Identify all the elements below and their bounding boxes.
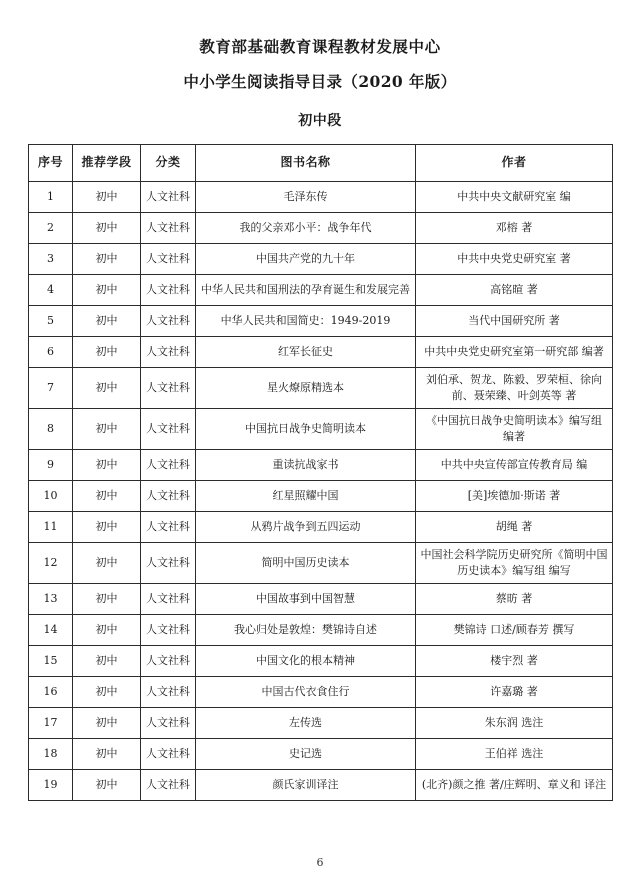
cell-author: 王伯祥 选注 [416,738,613,769]
cell-category: 人文社科 [141,738,196,769]
cell-author: [美]埃德加·斯诺 著 [416,480,613,511]
table-row [29,274,613,305]
page-number: 6 [316,856,324,869]
cell-book-title: 中华人民共和国简史：1949-2019 [196,305,416,336]
cell-stage: 初中 [73,614,141,645]
cell-author: 许嘉璐 著 [416,676,613,707]
cell-seq: 2 [29,212,73,243]
cell-seq: 8 [29,408,73,449]
cell-seq: 9 [29,449,73,480]
cell-category: 人文社科 [141,449,196,480]
cell-author: 邓榕 著 [416,212,613,243]
cell-book-title: 我心归处是敦煌：樊锦诗自述 [196,614,416,645]
table-row [29,305,613,336]
cell-book-title: 中国共产党的九十年 [196,243,416,274]
organization-title: 教育部基础教育课程教材发展中心 [199,37,441,56]
cell-author: 蔡昉 著 [416,583,613,614]
cell-seq: 13 [29,583,73,614]
cell-stage: 初中 [73,367,141,408]
cell-stage: 初中 [73,181,141,212]
cell-seq: 18 [29,738,73,769]
cell-category: 人文社科 [141,408,196,449]
catalog-title: 中小学生阅读指导目录（2020 年版） [183,71,457,91]
cell-category: 人文社科 [141,305,196,336]
table-header-row [29,144,613,181]
cell-category: 人文社科 [141,274,196,305]
cell-category: 人文社科 [141,336,196,367]
column-header-stage: 推荐学段 [73,144,141,181]
cell-book-title: 简明中国历史读本 [196,542,416,583]
cell-book-title: 颜氏家训译注 [196,769,416,800]
cell-stage: 初中 [73,274,141,305]
column-header-book-title: 图书名称 [196,144,416,181]
table-row [29,336,613,367]
cell-author: 高铭暄 著 [416,274,613,305]
table-row [29,408,613,449]
cell-stage: 初中 [73,336,141,367]
cell-category: 人文社科 [141,480,196,511]
cell-category: 人文社科 [141,511,196,542]
table-row [29,707,613,738]
cell-stage: 初中 [73,738,141,769]
cell-stage: 初中 [73,511,141,542]
cell-category: 人文社科 [141,676,196,707]
cell-seq: 17 [29,707,73,738]
cell-book-title: 从鸦片战争到五四运动 [196,511,416,542]
cell-book-title: 中国故事到中国智慧 [196,583,416,614]
table-row [29,769,613,800]
cell-stage: 初中 [73,449,141,480]
cell-stage: 初中 [73,243,141,274]
cell-author: 樊锦诗 口述/顾春芳 撰写 [416,614,613,645]
table-row [29,181,613,212]
table-header [29,144,613,181]
cell-category: 人文社科 [141,212,196,243]
table-row [29,243,613,274]
cell-book-title: 左传选 [196,707,416,738]
cell-stage: 初中 [73,769,141,800]
cell-stage: 初中 [73,707,141,738]
cell-author: 《中国抗日战争史简明读本》编写组 编著 [416,408,613,449]
cell-seq: 19 [29,769,73,800]
cell-author: 当代中国研究所 著 [416,305,613,336]
cell-seq: 16 [29,676,73,707]
document-header [0,0,640,130]
cell-book-title: 中国古代衣食住行 [196,676,416,707]
cell-book-title: 中华人民共和国刑法的孕育诞生和发展完善 [196,274,416,305]
cell-category: 人文社科 [141,542,196,583]
cell-seq: 14 [29,614,73,645]
book-list-table [28,144,613,801]
cell-book-title: 重读抗战家书 [196,449,416,480]
cell-seq: 3 [29,243,73,274]
table-row [29,212,613,243]
cell-author: 胡绳 著 [416,511,613,542]
cell-stage: 初中 [73,542,141,583]
cell-seq: 1 [29,181,73,212]
table-row [29,614,613,645]
cell-seq: 10 [29,480,73,511]
cell-seq: 12 [29,542,73,583]
table-row [29,480,613,511]
cell-stage: 初中 [73,676,141,707]
cell-category: 人文社科 [141,181,196,212]
cell-category: 人文社科 [141,367,196,408]
column-header-author: 作者 [416,144,613,181]
cell-author: 中共中央文献研究室 编 [416,181,613,212]
cell-category: 人文社科 [141,243,196,274]
column-header-category: 分类 [141,144,196,181]
cell-book-title: 毛泽东传 [196,181,416,212]
table-row [29,542,613,583]
table-row [29,511,613,542]
cell-seq: 5 [29,305,73,336]
cell-book-title: 星火燎原精选本 [196,367,416,408]
cell-stage: 初中 [73,583,141,614]
cell-author: 中共中央党史研究室第一研究部 编著 [416,336,613,367]
cell-book-title: 史记选 [196,738,416,769]
cell-category: 人文社科 [141,645,196,676]
table-row [29,583,613,614]
cell-book-title: 我的父亲邓小平：战争年代 [196,212,416,243]
table-row [29,645,613,676]
cell-author: (北齐)颜之推 著/庄辉明、章义和 译注 [416,769,613,800]
cell-seq: 6 [29,336,73,367]
cell-book-title: 红军长征史 [196,336,416,367]
cell-author: 朱东润 选注 [416,707,613,738]
cell-stage: 初中 [73,408,141,449]
table-row [29,738,613,769]
cell-seq: 15 [29,645,73,676]
cell-category: 人文社科 [141,583,196,614]
book-list-table-container [0,144,640,801]
cell-category: 人文社科 [141,614,196,645]
cell-seq: 11 [29,511,73,542]
cell-author: 中国社会科学院历史研究所《简明中国历史读本》编写组 编写 [416,542,613,583]
cell-author: 中共中央宣传部宣传教育局 编 [416,449,613,480]
cell-seq: 7 [29,367,73,408]
cell-stage: 初中 [73,305,141,336]
cell-seq: 4 [29,274,73,305]
column-header-seq: 序号 [29,144,73,181]
cell-category: 人文社科 [141,707,196,738]
cell-stage: 初中 [73,212,141,243]
cell-stage: 初中 [73,645,141,676]
table-row [29,367,613,408]
cell-author: 楼宇烈 著 [416,645,613,676]
table-body [29,181,613,800]
cell-stage: 初中 [73,480,141,511]
table-row [29,676,613,707]
cell-book-title: 中国文化的根本精神 [196,645,416,676]
cell-author: 中共中央党史研究室 著 [416,243,613,274]
section-title: 初中段 [298,113,342,130]
table-row [29,449,613,480]
cell-author: 刘伯承、贺龙、陈毅、罗荣桓、徐向前、聂荣臻、叶剑英等 著 [416,367,613,408]
cell-category: 人文社科 [141,769,196,800]
cell-book-title: 红星照耀中国 [196,480,416,511]
cell-book-title: 中国抗日战争史简明读本 [196,408,416,449]
